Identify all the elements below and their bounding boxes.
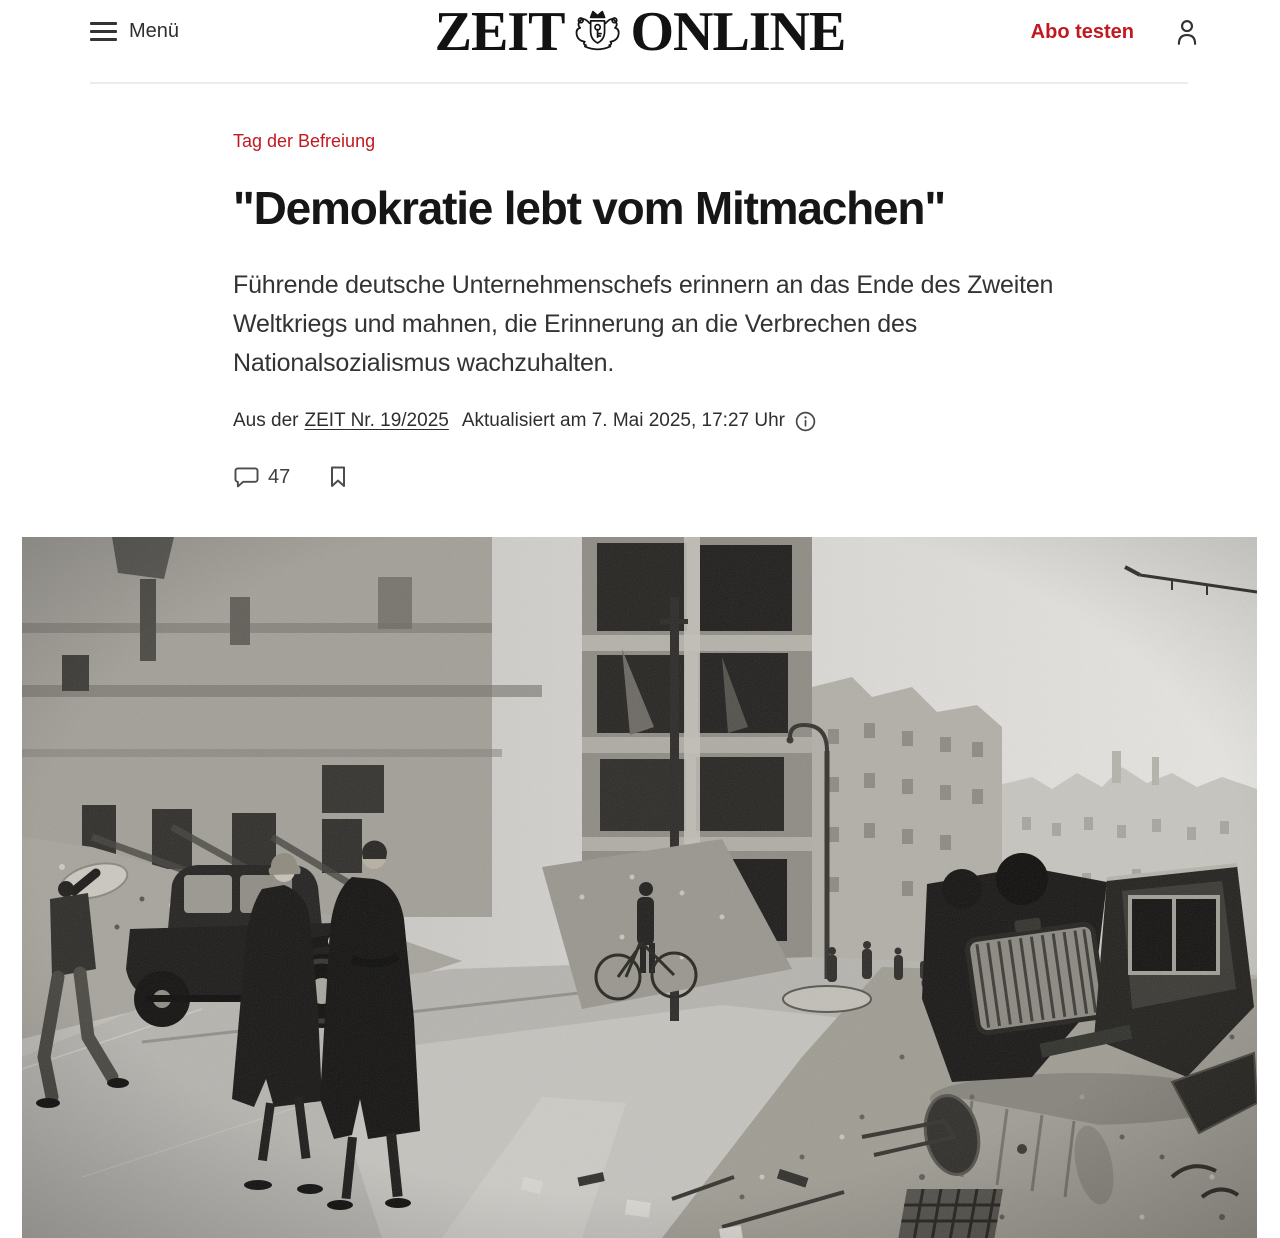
article-byline	[233, 410, 1063, 432]
article-actions	[233, 465, 1063, 489]
zeit-online-logo[interactable]	[434, 1, 846, 63]
info-icon	[795, 411, 816, 432]
menu-button[interactable]	[90, 20, 179, 43]
photo-vignette	[22, 537, 1257, 1238]
menu-label: Menü	[129, 20, 180, 42]
site-header	[0, 0, 1280, 84]
photo-illustration	[22, 537, 1257, 1238]
info-button[interactable]	[795, 411, 816, 432]
logo-word-online: ONLINE	[630, 1, 846, 63]
logo-word-zeit: ZEIT	[434, 1, 565, 63]
comments-count: 47	[268, 465, 291, 488]
brand-crest-icon	[568, 8, 626, 57]
article-header	[233, 131, 1063, 489]
source-issue-link[interactable]: ZEIT Nr. 19/2025	[304, 410, 449, 431]
updated-timestamp: Aktualisiert am 7. Mai 2025, 17:27 Uhr	[461, 410, 785, 431]
article-teaser	[233, 266, 1063, 383]
article-kicker: Tag der Befreiung	[233, 131, 376, 151]
person-icon	[1174, 18, 1200, 46]
hamburger-icon	[90, 22, 117, 41]
comments-button[interactable]	[233, 466, 290, 489]
source-prefix: Aus der	[233, 410, 299, 431]
comment-bubble-icon	[233, 466, 260, 489]
bookmark-icon	[328, 465, 348, 489]
abo-testen-button[interactable]: Abo testen	[1030, 21, 1134, 43]
bookmark-button[interactable]	[328, 465, 348, 489]
article-photo	[22, 537, 1257, 1238]
account-button[interactable]	[1174, 18, 1200, 46]
header-divider	[90, 82, 1188, 84]
teaser-line: Weltkriegs und mahnen, die Erinnerung an die Verbrechen des	[233, 310, 918, 338]
article-headline: "Demokratie lebt vom Mitmachen"	[233, 182, 945, 234]
teaser-line: Führende deutsche Unternehmenschefs erinnern an das Ende des Zweiten	[233, 271, 1054, 299]
teaser-line: Nationalsozialismus wachzuhalten.	[233, 349, 615, 377]
